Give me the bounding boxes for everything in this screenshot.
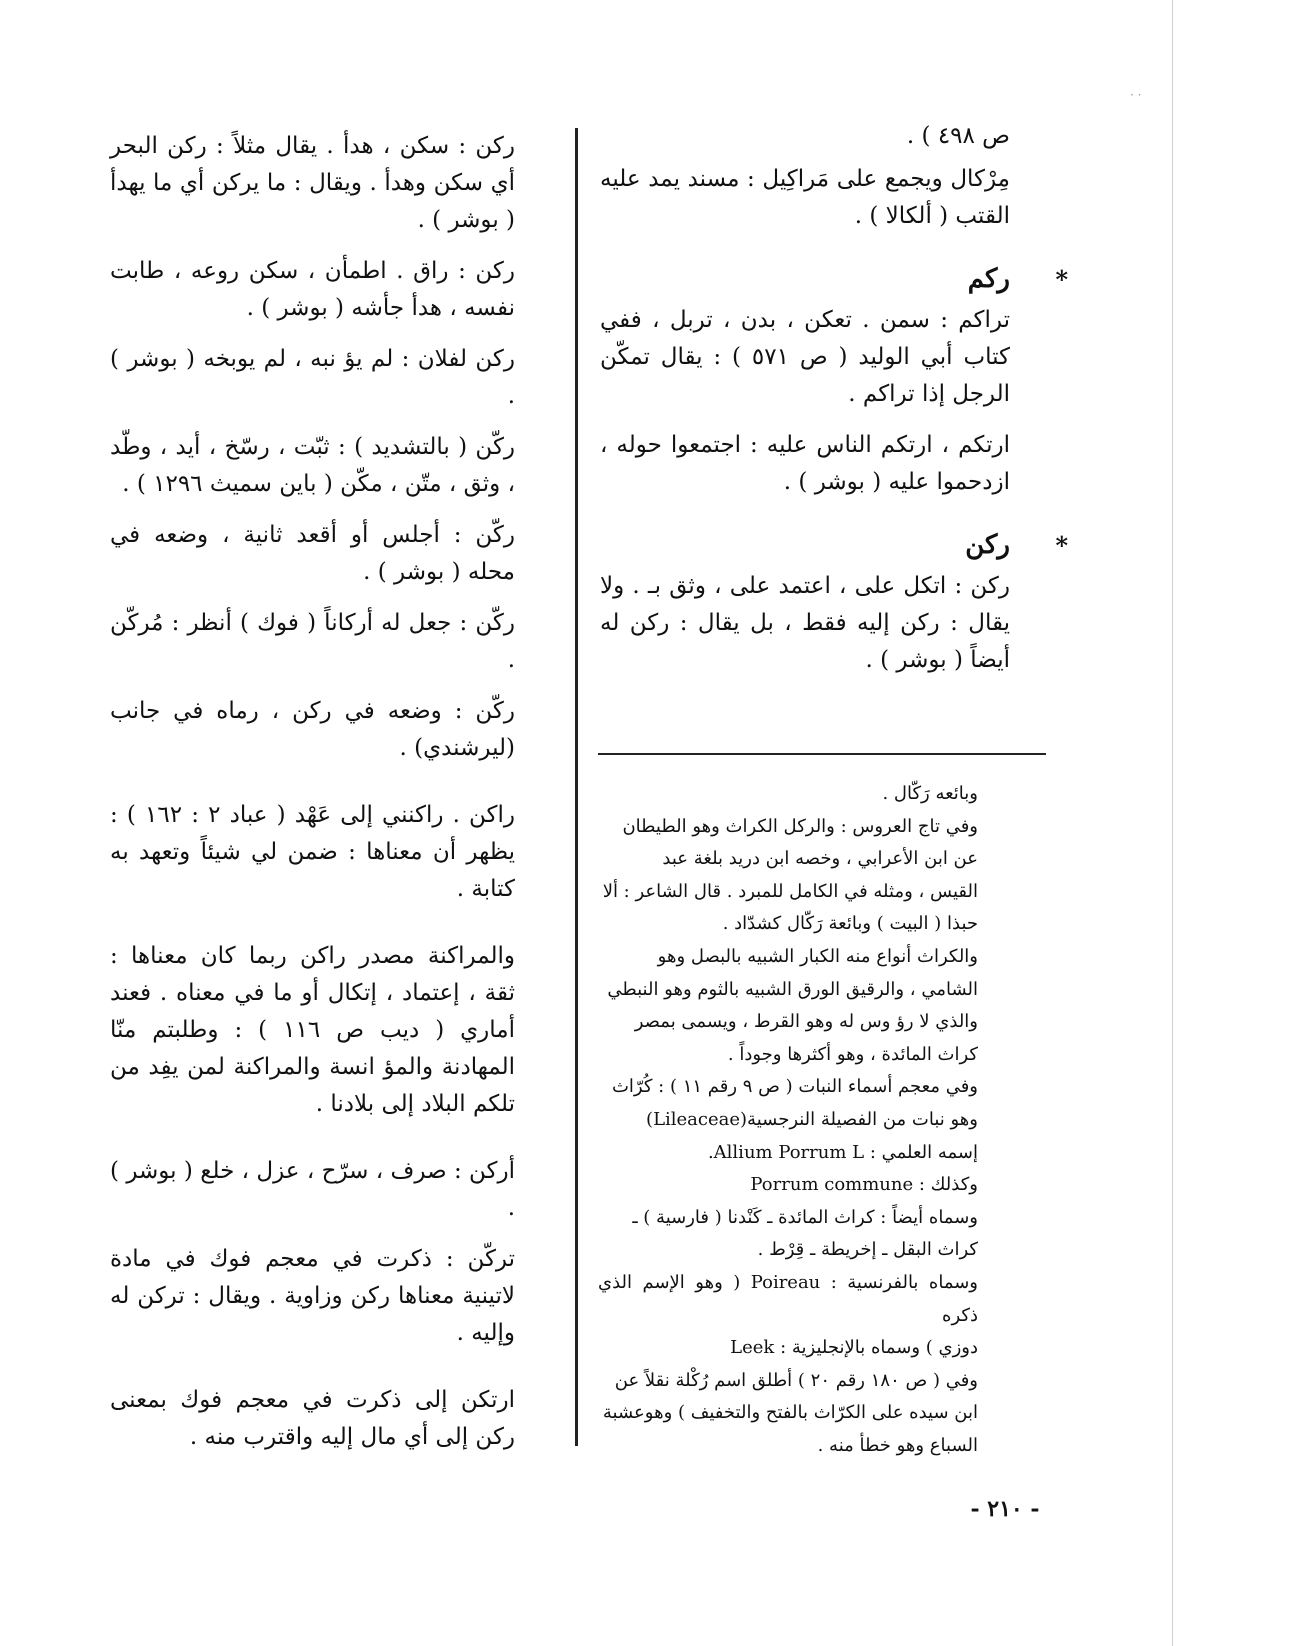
footnote-line: الشامي ، والرقيق الورق الشبيه بالثوم وهو النبطي bbox=[607, 978, 978, 1000]
footnote-line: عن ابن الأعرابي ، وخصه ابن دريد بلغة عبد bbox=[662, 848, 978, 870]
footnote-line: وكذلك : Porrum commune bbox=[750, 1174, 978, 1196]
entry-paragraph: والمراكنة مصدر راكن ربما كان معناها : ثقة ، إعتماد ، إتكال أو ما في معناه . فعند أماري ( ديب ص ١١٦ ) : وطلبتم منّا المهادنة والمؤ انسة والمراكنة لمن يفِد من تلكم البلاد إلى بلادنا . bbox=[110, 943, 515, 1117]
footnote-line: دوزي ) وسماه بالإنجليزية : Leek bbox=[730, 1337, 978, 1359]
footnote-line: وفي تاج العروس : والركل الكراث وهو الطيطان bbox=[622, 815, 978, 837]
footnote-line: القيس ، ومثله في الكامل للمبرد . قال الشاعر : ألا bbox=[602, 880, 978, 902]
column-divider bbox=[575, 128, 578, 1446]
headword-text: ركم bbox=[967, 264, 1010, 294]
entry-paragraph: ركن : اتكل على ، اعتمد على ، وثق بـ . ولا يقال : ركن إليه فقط ، بل يقال : ركن له أيضاً ( بوشر ) . bbox=[600, 573, 1010, 673]
footnote-line: وبائعه رَكّال . bbox=[882, 783, 978, 804]
scan-edge-dots: · · bbox=[1130, 88, 1142, 102]
footnote-line: كراث البقل ـ إخريطة ـ قِرْط . bbox=[757, 1239, 978, 1261]
entry-paragraph: ركّن : وضعه في ركن ، رماه في جانب (ليرشندي) . bbox=[110, 698, 515, 761]
footnote-divider bbox=[598, 753, 1046, 755]
headword-rakan bbox=[600, 527, 1068, 564]
entry-paragraph: ركن : راق . اطمأن ، سكن روعه ، طابت نفسه ، هدأ جأشه ( بوشر ) . bbox=[110, 258, 515, 321]
entry-paragraph: تراكم : سمن . تعكن ، بدن ، تربل ، ففي كتاب أبي الوليد ( ص ٥٧١ ) : يقال تمكّن الرجل إذا تراكم . bbox=[600, 307, 1010, 407]
entry-paragraph: تركّن : ذكرت في معجم فوك في مادة لاتينية معناها ركن وزاوية . ويقال : تركن له وإليه . bbox=[110, 1246, 515, 1346]
footnotes bbox=[598, 778, 978, 1462]
footnote-line: وهو نبات من الفصيلة النرجسية(Lileaceae) bbox=[646, 1108, 978, 1130]
page-number: - ٢١٠ - bbox=[970, 1496, 1040, 1522]
footnote-line: وسماه أيضاً : كراث المائدة ـ كَنْدنا ( فارسية ) ـ bbox=[632, 1206, 978, 1228]
headword-rakam bbox=[600, 261, 1068, 298]
scan-edge-line bbox=[1172, 0, 1173, 1646]
entry-paragraph: ركن لفلان : لم يؤ نبه ، لم يوبخه ( بوشر ) . bbox=[110, 346, 515, 409]
footnote-line: ابن سيده على الكرّاث بالفتح والتخفيف ) وهوعشبة bbox=[602, 1402, 978, 1424]
entry-paragraph: ركّن : أجلس أو أقعد ثانية ، وضعه في محله ( بوشر ) . bbox=[110, 522, 515, 585]
footnote-line: وفي معجم أسماء النبات ( ص ٩ رقم ١١ ) : كُرّاث bbox=[611, 1076, 978, 1098]
star-marker-icon: * bbox=[1055, 531, 1068, 560]
star-marker-icon: * bbox=[1055, 265, 1068, 294]
footnote-line: كراث المائدة ، وهو أكثرها وجوداً . bbox=[727, 1043, 978, 1065]
right-column bbox=[600, 118, 1068, 693]
entry-paragraph: راكن . راكنني إلى عَهْد ( عباد ٢ : ١٦٢ ) : يظهر أن معناها : ضمن لي شيئاً وتعهد به كتابة . bbox=[110, 802, 516, 902]
footnote-line: حبذا ( البيت ) وبائعة رَكّال كشدّاد . bbox=[722, 913, 978, 935]
entry-paragraph: ركن : سكن ، هدأ . يقال مثلاً : ركن البحر أي سكن وهدأ . ويقال : ما يركن أي ما يهدأ ( بوشر ) . bbox=[110, 133, 515, 233]
footnote-line: والكراث أنواع منه الكبار الشبيه بالبصل وهو bbox=[657, 945, 978, 967]
entry-paragraph: ارتكن إلى ذكرت في معجم فوك بمعنى ركن إلى أي مال إليه واقترب منه . bbox=[110, 1387, 515, 1450]
footnote-line: والذي لا رؤ وس له وهو القرط ، ويسمى بمصر bbox=[634, 1011, 978, 1033]
continued-line: ص ٤٩٨ ) . bbox=[906, 123, 1010, 149]
footnote-line: السباع وهو خطأ منه . bbox=[817, 1434, 978, 1456]
footnote-line: وسماه بالفرنسية : Poireau ( وهو الإسم الذي ذكره bbox=[598, 1271, 978, 1326]
entry-mirkal: مِرْكال ويجمع على مَراكِيل : مسند يمد عليه القتب ( ألكالا ) . bbox=[600, 166, 1010, 229]
left-column bbox=[110, 128, 515, 1470]
headword-text: ركن bbox=[965, 530, 1010, 560]
entry-paragraph: أركن : صرف ، سرّح ، عزل ، خلع ( بوشر ) . bbox=[110, 1158, 515, 1221]
entry-paragraph: ارتكم ، ارتكم الناس عليه : اجتمعوا حوله ، ازدحموا عليه ( بوشر ) . bbox=[600, 432, 1010, 495]
footnote-line: إسمه العلمي : Allium Porrum L. bbox=[707, 1141, 978, 1163]
entry-paragraph: ركّن : جعل له أركاناً ( فوك ) أنظر : مُركّن . bbox=[110, 610, 515, 673]
footnote-line: وفي ( ص ١٨٠ رقم ٢٠ ) أطلق اسم رُكْلة نقلاً عن bbox=[614, 1369, 978, 1391]
entry-paragraph: ركّن ( بالتشديد ) : ثبّت ، رسّخ ، أيد ، وطّد ، وثق ، متّن ، مكّن ( باين سميث ١٢٩٦ ) . bbox=[110, 434, 515, 497]
